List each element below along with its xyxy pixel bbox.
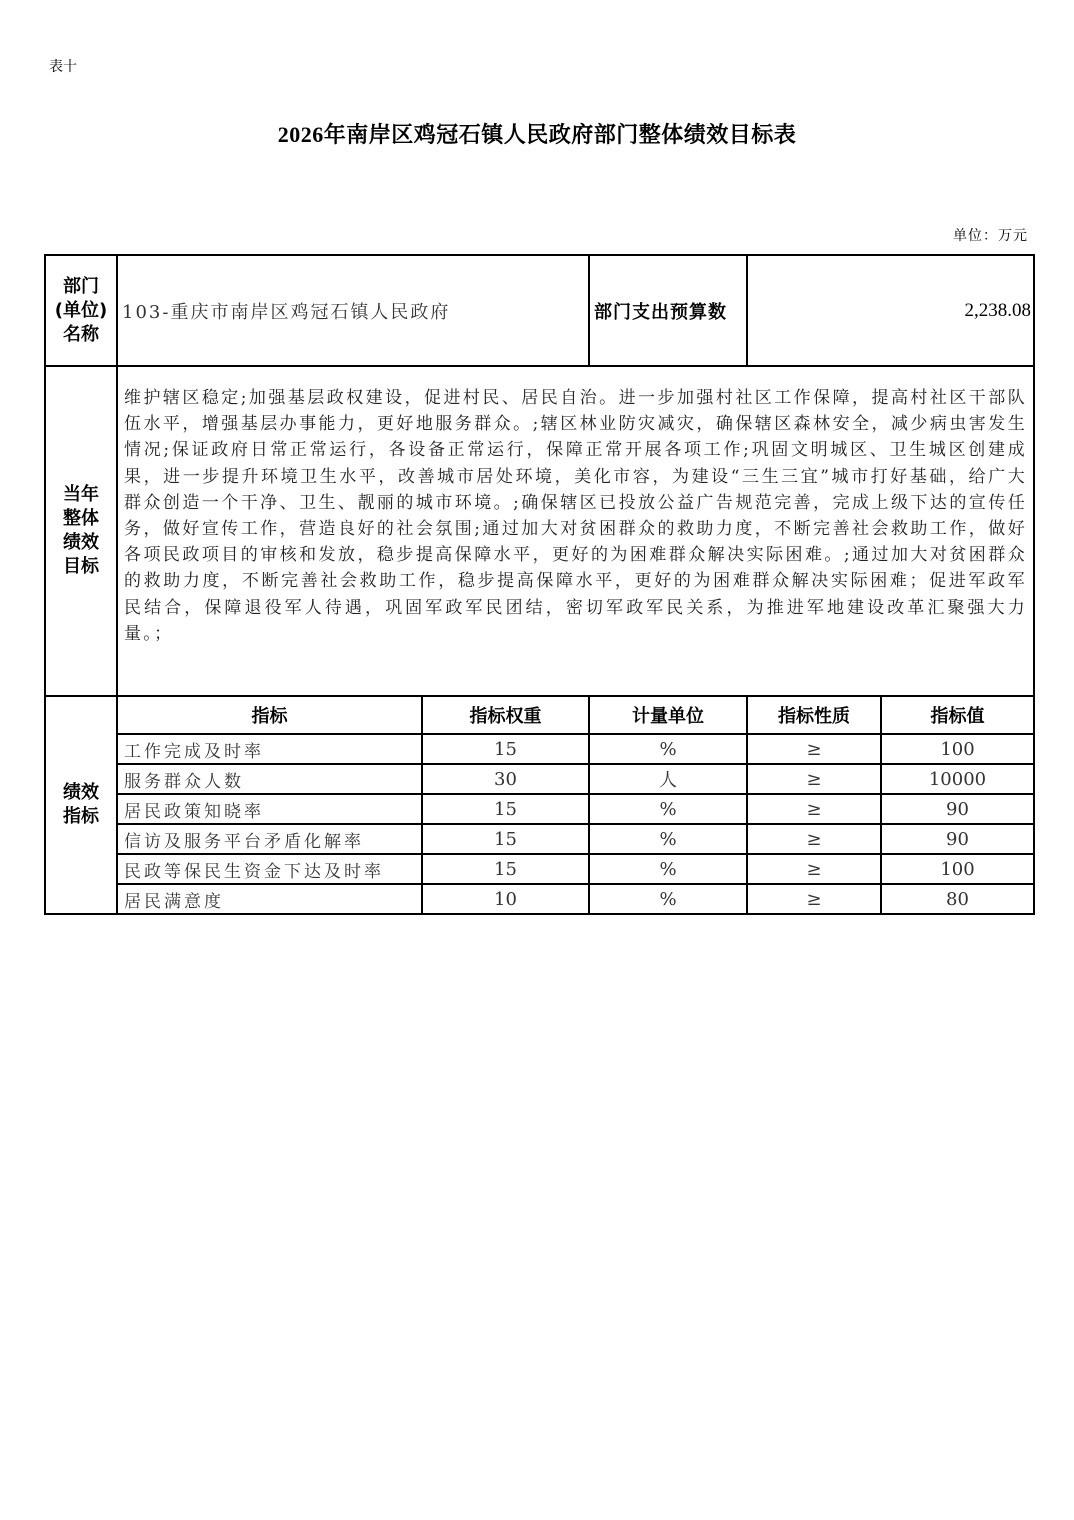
label-line: 绩效 [63,532,99,553]
indicator-value: 100 [881,734,1034,764]
table-row [45,824,1034,854]
col-header-unit: 计量单位 [589,696,747,734]
indicator-section-label [45,696,117,914]
dept-row [45,255,1034,366]
indicator-unit: 人 [589,764,747,794]
label-line: 整体 [63,508,99,529]
col-header-indicator: 指标 [117,696,422,734]
indicator-nature: ≥ [747,854,881,884]
label-line: 部门 [63,275,99,297]
indicator-name: 信访及服务平台矛盾化解率 [117,824,422,854]
performance-table [44,254,1035,915]
indicator-unit: % [589,734,747,764]
budget-label: 部门支出预算数 [589,255,747,366]
indicator-nature: ≥ [747,884,881,914]
table-row [45,734,1034,764]
dept-name-value: 103-重庆市南岸区鸡冠石镇人民政府 [117,255,589,366]
label-line: 绩效 [63,782,99,803]
indicator-value: 10000 [881,764,1034,794]
goal-label [45,366,117,696]
indicator-name: 工作完成及时率 [117,734,422,764]
indicator-value: 90 [881,824,1034,854]
goal-row [45,366,1034,696]
form-number: 表十 [49,59,77,75]
label-line: (单位) [54,299,108,321]
table-row [45,854,1034,884]
indicator-nature: ≥ [747,734,881,764]
indicator-weight: 10 [422,884,589,914]
table-row [45,794,1034,824]
indicator-weight: 15 [422,824,589,854]
indicator-unit: % [589,884,747,914]
col-header-weight: 指标权重 [422,696,589,734]
indicator-name: 居民政策知晓率 [117,794,422,824]
indicator-weight: 15 [422,854,589,884]
indicator-name: 服务群众人数 [117,764,422,794]
indicator-weight: 15 [422,794,589,824]
indicator-unit: % [589,824,747,854]
indicator-nature: ≥ [747,764,881,794]
dept-name-label [45,255,117,366]
indicator-unit: % [589,854,747,884]
goal-text: 维护辖区稳定;加强基层政权建设，促进村民、居民自治。进一步加强村社区工作保障，提高村社区干部队伍水平，增强基层办事能力，更好地服务群众。;辖区林业防灾减灾，确保辖区森林安全，减少病虫害发生情况;保证政府日常正常运行，各设备正常运行，保障正常开展各项工作;巩固文明城区、卫生城区创建成果，进一步提升环境卫生水平，改善城市居处环境，美化市容，为建设“三生三宜”城市打好基础，给广大群众创造一个干净、卫生、靓丽的城市环境。;确保辖区已投放公益广告规范完善，完成上级下达的宣传任务，做好宣传工作，营造良好的社会氛围;通过加大对贫困群众的救助力度，不断完善社会救助工作，做好各项民政项目的审核和发放，稳步提高保障水平，更好的为困难群众解决实际困难。;通过加大对贫困群众的救助力度，不断完善社会救助工作，稳步提高保障水平，更好的为困难群众解决实际困难；促进军政军民结合，保障退役军人待遇，巩固军政军民团结，密切军政军民关系，为推进军地建设改革汇聚强大力量。； [117,366,1034,696]
indicator-value: 80 [881,884,1034,914]
table-row [45,884,1034,914]
indicator-nature: ≥ [747,824,881,854]
budget-value: 2,238.08 [747,255,1034,366]
label-line: 当年 [63,484,99,505]
col-header-nature: 指标性质 [747,696,881,734]
indicator-nature: ≥ [747,794,881,824]
table-row [45,764,1034,794]
indicator-name: 居民满意度 [117,884,422,914]
col-header-value: 指标值 [881,696,1034,734]
indicator-unit: % [589,794,747,824]
indicator-value: 100 [881,854,1034,884]
page-title: 2026年南岸区鸡冠石镇人民政府部门整体绩效目标表 [277,122,797,147]
indicator-weight: 30 [422,764,589,794]
indicator-weight: 15 [422,734,589,764]
label-line: 目标 [63,556,99,577]
label-line: 指标 [63,806,99,827]
indicator-value: 90 [881,794,1034,824]
indicator-header-row [45,696,1034,734]
indicator-name: 民政等保民生资金下达及时率 [117,854,422,884]
label-line: 名称 [63,323,99,345]
currency-unit: 单位：万元 [953,228,1028,244]
